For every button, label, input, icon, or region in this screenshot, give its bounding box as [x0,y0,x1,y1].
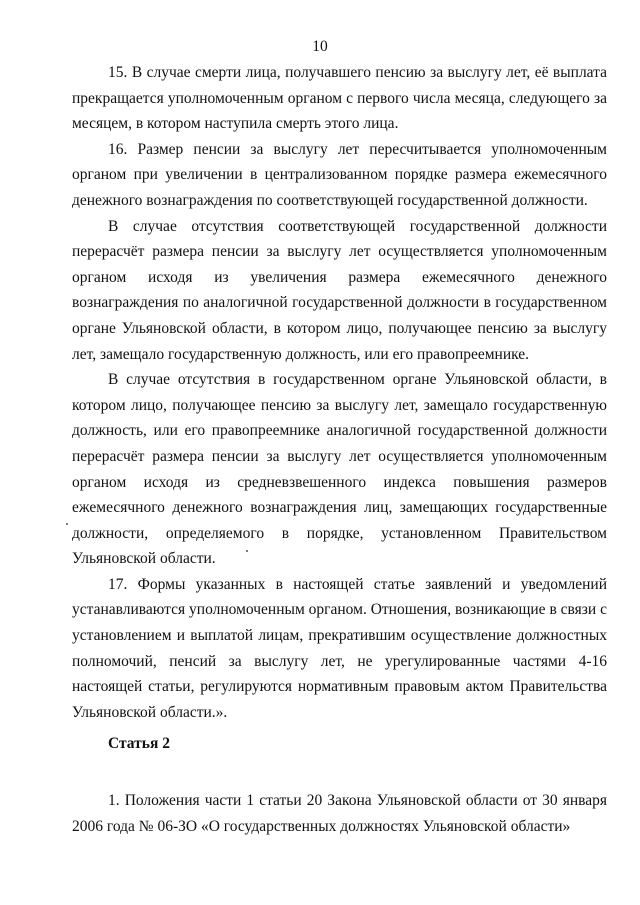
scan-speck [66,523,68,525]
article-heading: Статья 2 [108,735,170,752]
paragraph-no-position: В случае отсутствия соответствующей государственной должности перерасчёт размера пенсии за выслугу лет осуществляется уполномоченным органом исходя из увеличения размера ежемесячного денежного вознаграждения по аналогичной государственной должности в государственном органе Ульяновской области, в котором лицо, получающее пенсию за выслугу лет, замещало государственную должность, или его правопреемнике. [72,217,607,363]
paragraph-15: 15. В случае смерти лица, получавшего пенсию за выслугу лет, её выплата прекращается уполномоченным органом с первого числа месяца, следующего за месяцем, в котором наступила смерть этого лица. [72,64,607,133]
document-body [72,60,607,725]
article-paragraph-1: 1. Положения части 1 статьи 20 Закона Ульяновской области от 30 января 2006 года № 06-ЗО «О государственных должностях Ульяновской области» [72,792,607,835]
paragraph-17: 17. Формы указанных в настоящей статье заявлений и уведомлений устанавливаются уполномоченным органом. Отношения, возникающие в связи с установлением и выплатой лицам, прекратившим осуществление должностных полномочий, пенсий за выслугу лет, не урегулированные частями 4-16 настоящей статьи, регулируются нормативным правовым актом Правительства Ульяновской области.». [72,575,607,721]
article-body [72,788,607,839]
page-number: 10 [312,38,328,55]
scan-speck [246,550,248,552]
paragraph-16: 16. Размер пенсии за выслугу лет пересчитывается уполномоченным органом при увеличении в централизованном порядке размера ежемесячного денежного вознаграждения по соответствующей государственной должности. [72,140,607,209]
paragraph-no-position-in-body: В случае отсутствия в государственном органе Ульяновской области, в котором лицо, получающее пенсию за выслугу лет, замещало государственную должность, или его правопреемнике аналогичной государственной должности перерасчёт размера пенсии за выслугу лет осуществляется уполномоченным органом исходя из средневзвешенного индекса повышения размеров ежемесячного денежного вознаграждения лиц, замещающих государственные должности, определяемого в порядке, установленном Правительством Ульяновской области. [72,371,607,568]
